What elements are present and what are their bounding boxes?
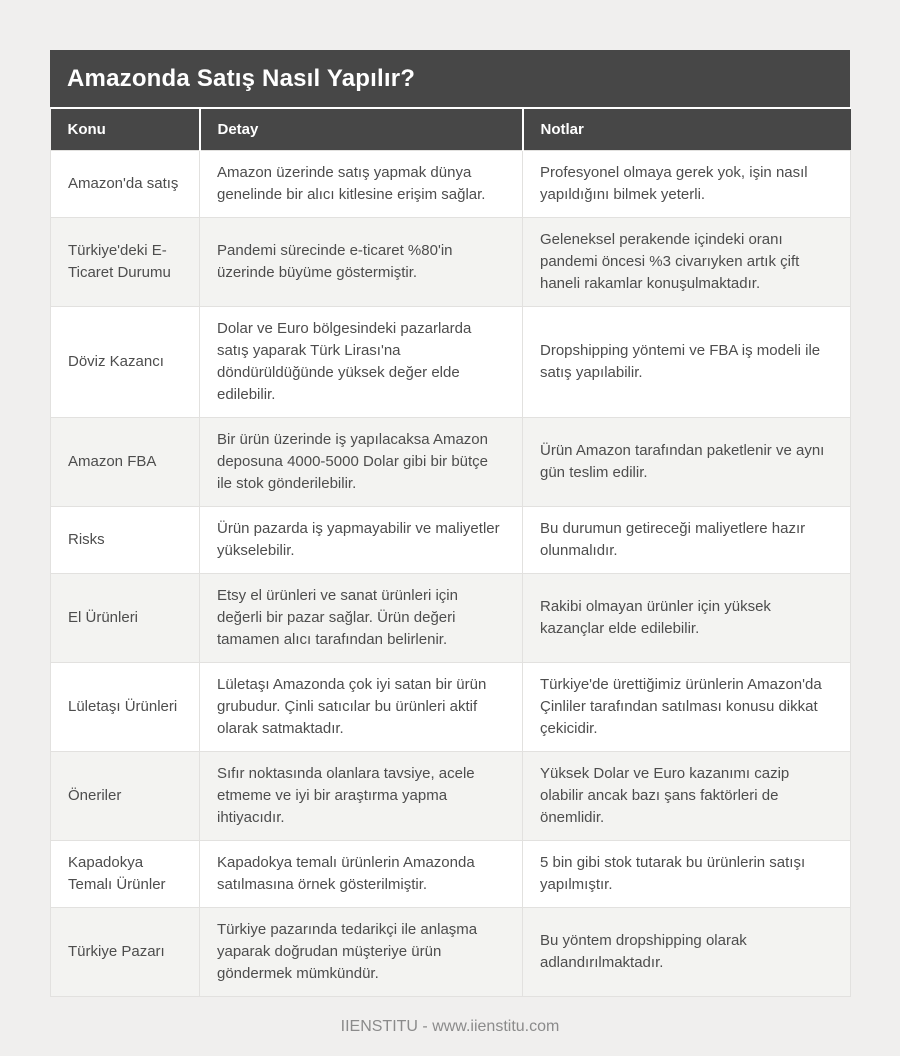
header-row [51,108,851,151]
column-header-konu: Konu [51,108,200,151]
table-row [51,151,851,218]
cell-notlar: Türkiye'de ürettiğimiz ürünlerin Amazon'da Çinliler tarafından satılması konusu dikkat çekicidir. [523,663,851,752]
cell-detay: Sıfır noktasında olanlara tavsiye, acele etmeme ve iyi bir araştırma yapma ihtiyacıdır. [200,752,523,841]
cell-detay: Lületaşı Amazonda çok iyi satan bir ürün grubudur. Çinli satıcılar bu ürünleri aktif olarak satmaktadır. [200,663,523,752]
column-header-notlar: Notlar [523,108,851,151]
table-row [51,841,851,908]
cell-notlar: Dropshipping yöntemi ve FBA iş modeli ile satış yapılabilir. [523,307,851,418]
cell-notlar: 5 bin gibi stok tutarak bu ürünlerin satışı yapılmıştır. [523,841,851,908]
table-row [51,507,851,574]
table-row [51,418,851,507]
cell-konu: Lületaşı Ürünleri [51,663,200,752]
cell-detay: Pandemi sürecinde e-ticaret %80'in üzerinde büyüme göstermiştir. [200,218,523,307]
cell-detay: Etsy el ürünleri ve sanat ürünleri için değerli bir pazar sağlar. Ürün değeri tamamen alıcı tarafından belirlenir. [200,574,523,663]
cell-detay: Kapadokya temalı ürünlerin Amazonda satılmasına örnek gösterilmiştir. [200,841,523,908]
cell-konu: El Ürünleri [51,574,200,663]
cell-konu: Öneriler [51,752,200,841]
cell-detay: Dolar ve Euro bölgesindeki pazarlarda satış yaparak Türk Lirası'na döndürüldüğünde yüksek değer elde edilebilir. [200,307,523,418]
cell-konu: Risks [51,507,200,574]
table-row [51,218,851,307]
page-title: Amazonda Satış Nasıl Yapılır? [50,50,850,107]
table-row [51,574,851,663]
cell-konu: Kapadokya Temalı Ürünler [51,841,200,908]
cell-detay: Bir ürün üzerinde iş yapılacaksa Amazon deposuna 4000-5000 Dolar gibi bir bütçe ile stok gönderilebilir. [200,418,523,507]
table-row [51,908,851,997]
cell-konu: Döviz Kazancı [51,307,200,418]
cell-konu: Türkiye Pazarı [51,908,200,997]
cell-konu: Amazon'da satış [51,151,200,218]
cell-detay: Amazon üzerinde satış yapmak dünya genelinde bir alıcı kitlesine erişim sağlar. [200,151,523,218]
cell-detay: Ürün pazarda iş yapmayabilir ve maliyetler yükselebilir. [200,507,523,574]
cell-notlar: Profesyonel olmaya gerek yok, işin nasıl yapıldığını bilmek yeterli. [523,151,851,218]
column-header-detay: Detay [200,108,523,151]
cell-notlar: Bu yöntem dropshipping olarak adlandırılmaktadır. [523,908,851,997]
cell-notlar: Geleneksel perakende içindeki oranı pandemi öncesi %3 civarıyken artık çift haneli rakamlar konuşulmaktadır. [523,218,851,307]
document-card [50,50,850,997]
cell-notlar: Bu durumun getireceği maliyetlere hazır olunmalıdır. [523,507,851,574]
cell-notlar: Rakibi olmayan ürünler için yüksek kazançlar elde edilebilir. [523,574,851,663]
cell-notlar: Ürün Amazon tarafından paketlenir ve aynı gün teslim edilir. [523,418,851,507]
cell-konu: Türkiye'deki E-Ticaret Durumu [51,218,200,307]
cell-detay: Türkiye pazarında tedarikçi ile anlaşma yaparak doğrudan müşteriye ürün göndermek mümkündür. [200,908,523,997]
table-row [51,752,851,841]
table-body [51,151,851,997]
table-row [51,663,851,752]
table-row [51,307,851,418]
content-table [50,107,851,997]
footer-credit: IIENSTITU - www.iienstitu.com [340,1018,560,1035]
table-header [51,108,851,151]
cell-konu: Amazon FBA [51,418,200,507]
cell-notlar: Yüksek Dolar ve Euro kazanımı cazip olabilir ancak bazı şans faktörleri de önemlidir. [523,752,851,841]
